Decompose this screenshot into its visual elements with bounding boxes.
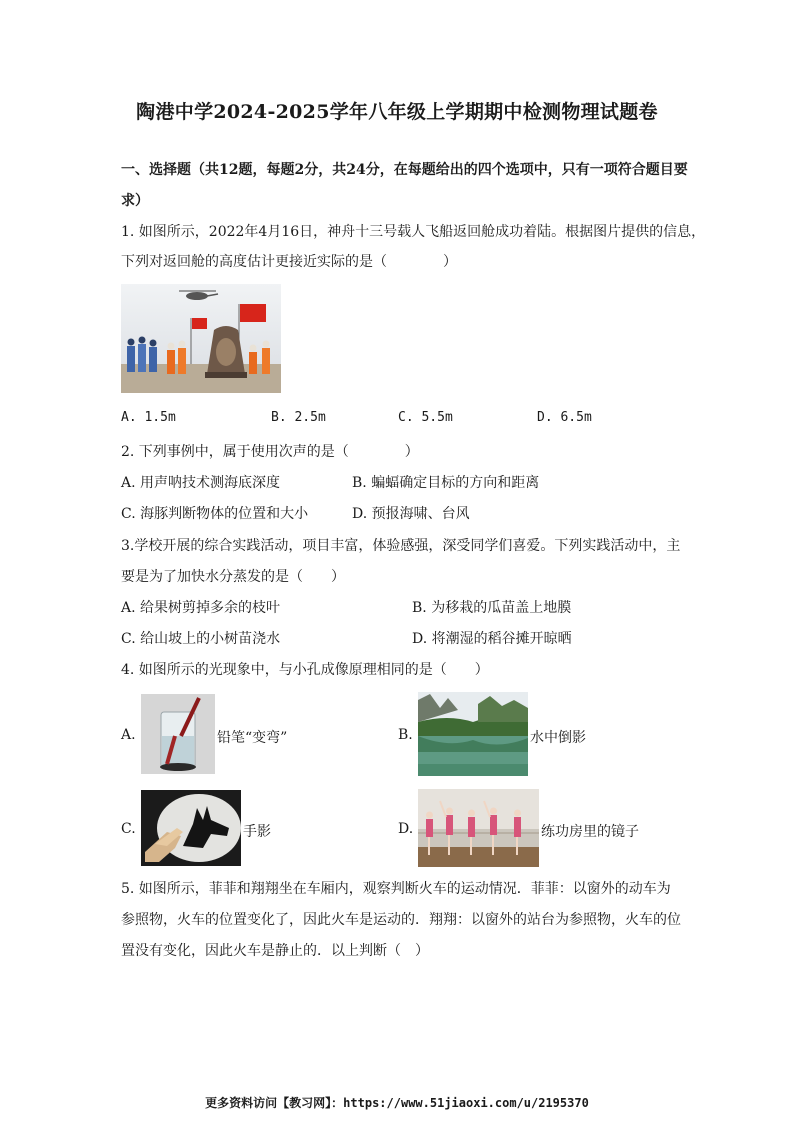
q5-stem-line1: 5. 如图所示，菲菲和翔翔坐在车厢内，观察判断火车的运动情况．菲菲：以窗外的动车为 xyxy=(121,881,671,897)
hand-shadow-photo xyxy=(141,790,241,866)
q3-stem-line1: 3.学校开展的综合实践活动，项目丰富，体验感强，深受同学们喜爱。下列实践活动中，主 xyxy=(121,538,681,554)
q4-option-c-letter: C. xyxy=(121,821,136,837)
dance-mirror-photo xyxy=(418,789,539,867)
q1-option-a: A. 1.5m xyxy=(121,410,176,425)
q2-option-a: A. 用声呐技术测海底深度 xyxy=(121,475,281,491)
q1-stem-line1: 1. 如图所示，2022年4月16日，神舟十三号载人飞船返回舱成功着陆。根据图片提供的信息， xyxy=(121,224,706,240)
q3-option-d: D. 将潮湿的稻谷摊开晾晒 xyxy=(412,631,572,647)
q4-option-b-letter: B. xyxy=(398,727,413,743)
section-heading-line2: 求） xyxy=(121,193,149,209)
q2-option-c: C. 海豚判断物体的位置和大小 xyxy=(121,506,309,522)
q4-option-c-caption: 手影 xyxy=(243,824,271,840)
q1-option-c: C. 5.5m xyxy=(398,410,453,425)
section-heading-line1: 一、选择题（共12题，每题2分，共24分，在每题给出的四个选项中，只有一项符合题目要 xyxy=(121,162,688,178)
lake-reflection-photo xyxy=(418,692,528,776)
q3-option-b: B. 为移栽的瓜苗盖上地膜 xyxy=(412,600,572,616)
q1-option-d: D. 6.5m xyxy=(537,410,592,425)
q3-stem-line2: 要是为了加快水分蒸发的是（ ） xyxy=(121,569,345,585)
footer-link-text: 更多资料访问【教习网】：https://www.51jiaoxi.com/u/2195370 xyxy=(205,1096,589,1110)
q4-option-d-caption: 练功房里的镜子 xyxy=(541,824,639,840)
q3-option-c: C. 给山坡上的小树苗浇水 xyxy=(121,631,281,647)
q3-option-a: A. 给果树剪掉多余的枝叶 xyxy=(121,600,281,616)
q1-option-b: B. 2.5m xyxy=(271,410,326,425)
q4-option-b-caption: 水中倒影 xyxy=(530,730,586,746)
q1-stem-line2: 下列对返回舱的高度估计更接近实际的是（ ） xyxy=(121,254,457,270)
page-title: 陶港中学2024-2025学年八年级上学期期中检测物理试题卷 xyxy=(136,101,658,123)
pencil-in-water-photo xyxy=(141,694,215,774)
q4-option-a-letter: A. xyxy=(121,727,136,743)
q5-stem-line2: 参照物，火车的位置变化了，因此火车是运动的．翔翔：以窗外的站台为参照物，火车的位 xyxy=(121,912,681,928)
q4-option-d-letter: D. xyxy=(398,821,414,837)
q4-option-a-caption: 铅笔“变弯” xyxy=(217,730,288,746)
q5-stem-line3: 置没有变化，因此火车是静止的．以上判断（ ） xyxy=(121,943,429,959)
q2-stem: 2. 下列事例中，属于使用次声的是（ ） xyxy=(121,444,419,460)
q4-stem: 4. 如图所示的光现象中，与小孔成像原理相同的是（ ） xyxy=(121,662,489,678)
q2-option-d: D. 预报海啸、台风 xyxy=(352,506,470,522)
q2-option-b: B. 蝙蝠确定目标的方向和距离 xyxy=(352,475,540,491)
capsule-landing-photo xyxy=(121,284,281,393)
